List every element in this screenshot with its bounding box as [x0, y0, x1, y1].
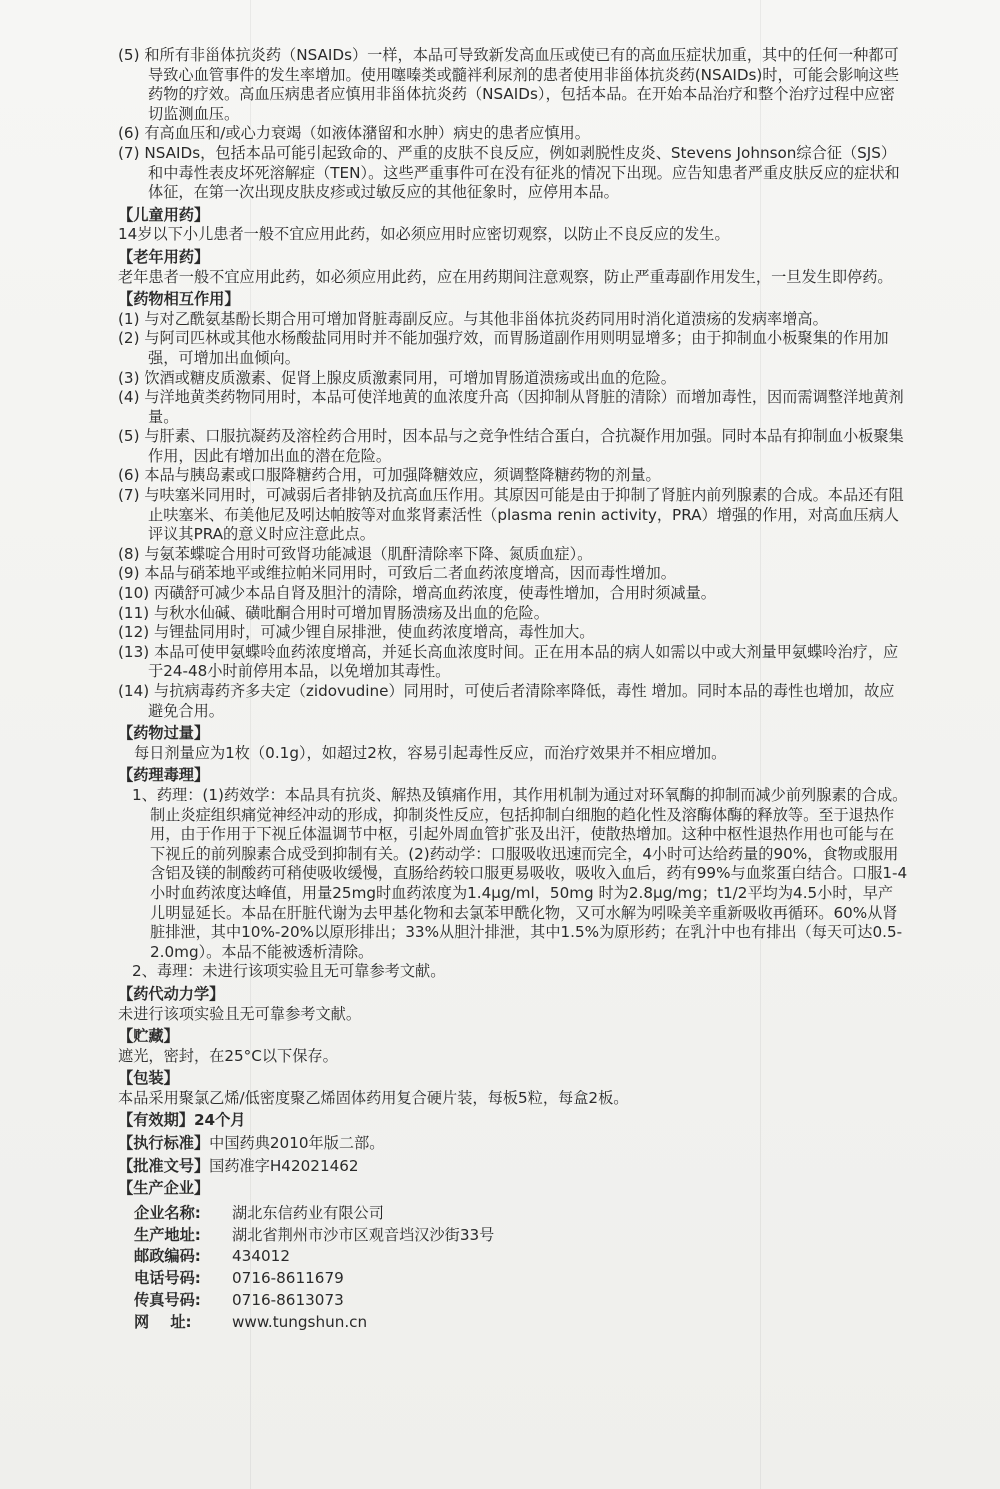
toxicology-text: 2、毒理：未进行该项实验且无可靠参考文献。: [132, 962, 446, 981]
interaction-item: (9) 本品与硝苯地平或维拉帕米同用时，可致后二者血药浓度增高，因而毒性增加。: [118, 564, 676, 583]
interaction-item: (8) 与氨苯蝶啶合用时可致肾功能减退（肌酐清除率下降、氮质血症）。: [118, 544, 593, 563]
interaction-item: (13) 本品可使甲氨蝶呤血药浓度增高，并延长高血浓度时间。正在用本品的病人如需以中或大剂量甲氨蝶呤治疗，应于24-48小时前停用本品，以免增加其毒性。: [118, 642, 899, 681]
storage-text: 遮光，密封，在25°C以下保存。: [118, 1046, 338, 1065]
storage-heading: 【贮藏】: [118, 1027, 179, 1046]
standard-line: [118, 1134, 908, 1154]
paper-fold-line: [250, 0, 251, 1489]
precaution-item: (7) NSAIDs，包括本品可能引起致命的、严重的皮肤不良反应，例如剥脱性皮炎、Stevens Johnson综合征（SJS）和中毒性表皮坏死溶解症（TEN）。这些严重事件可在没有征兆的情况下出现。应告知患者严重皮肤反应的症状和体征，在第一次出现皮肤皮疹或过敏反应的其他征象时，应停用本品。: [118, 143, 900, 202]
postcode-label: 邮政编码:: [134, 1247, 201, 1266]
elderly-heading: 【老年用药】: [118, 247, 210, 266]
overdose-text: 每日剂量应为1枚（0.1g），如超过2枚，容易引起毒性反应，而治疗效果并不相应增加。: [134, 743, 727, 762]
validity-value: 24个月: [193, 1111, 246, 1130]
children-text: 14岁以下小儿患者一般不宜应用此药，如必须应用时应密切观察，以防止不良反应的发生。: [118, 225, 730, 244]
paper-fold-line: [760, 0, 761, 1489]
interactions-list: [118, 310, 908, 721]
interaction-item: (6) 本品与胰岛素或口服降糖药合用，可加强降糖效应，须调整降糖药物的剂量。: [118, 466, 661, 485]
postcode-value: 434012: [232, 1247, 290, 1266]
interaction-item: (14) 与抗病毒药齐多夫定（zidovudine）同用时，可使后者清除率降低，毒性 增加。同时本品的毒性也增加，故应避免合用。: [118, 682, 895, 720]
validity-line: [118, 1111, 908, 1131]
packaging-text: 本品采用聚氯乙烯/低密度聚乙烯固体药用复合硬片装，每板5粒，每盒2板。: [118, 1088, 629, 1107]
address-value: 湖北省荆州市沙市区观音垱汉沙街33号: [232, 1225, 495, 1244]
elderly-text: 老年患者一般不宜应用此药，如必须应用此药，应在用药期间注意观察，防止严重毒副作用发生，一旦发生即停药。: [118, 267, 893, 286]
interaction-item: (4) 与洋地黄类药物同用时，本品可使洋地黄的血浓度升高（因抑制从肾脏的清除）而增加毒性，因而需调整洋地黄剂量。: [118, 388, 904, 426]
address-label: 生产地址:: [134, 1225, 201, 1244]
manufacturer-heading: 【生产企业】: [118, 1179, 210, 1198]
children-heading: 【儿童用药】: [118, 205, 210, 224]
precaution-item: (6) 有高血压和/或心力衰竭（如液体潴留和水肿）病史的患者应慎用。: [118, 124, 590, 143]
company-name-value: 湖北东信药业有限公司: [232, 1203, 384, 1222]
interaction-item: (11) 与秋水仙碱、磺吡酮合用时可增加胃肠溃疡及出血的危险。: [118, 603, 549, 622]
approval-value: 国药准字H42021462: [209, 1156, 359, 1175]
interaction-item: (10) 丙磺舒可减少本品自肾及胆汁的清除，增高血药浓度，使毒性增加，合用时须减量。: [118, 584, 716, 603]
website-value: www.tungshun.cn: [232, 1312, 368, 1331]
precautions-continuation: [118, 46, 908, 203]
pharmacokinetics-heading: 【药代动力学】: [118, 984, 225, 1003]
phone-value: 0716-8611679: [232, 1269, 344, 1288]
pharmacology-text: 1、药理：(1)药效学：本品具有抗炎、解热及镇痛作用，其作用机制为通过对环氧酶的抑制而减少前列腺素的合成。制止炎症组织痛觉神经冲动的形成，抑制炎性反应，包括抑制白细胞的趋化性及溶酶体酶的释放等。至于退热作用，由于作用于下视丘体温调节中枢，引起外周血管扩张及出汗，使散热增加。这种中枢性退热作用也可能与在下视丘的前列腺素合成受到抑制有关。(2)药动学：口服吸收迅速而完全，4小时可达给药量的90%，食物或服用含铝及镁的制酸药可稍使吸收缓慢，直肠给药较口服更易吸收，吸收入血后，药有99%与血浆蛋白结合。口服1-4小时血药浓度达峰值，用量25mg时血药浓度为1.4μg/ml，50mg 时为2.8μg/mg；t1/2平均为4.5小时，早产儿明显延长。本品在肝脏代谢为去甲基化物和去氯苯甲酰化物，又可水解为吲哚美辛重新吸收再循环。60%从肾脏排泄，其中10%-20%以原形排出；33%从胆汁排泄，其中1.5%为原形药；在乳汁中也有排出（每天可达0.5-2.0mg）。本品不能被透析清除。: [132, 785, 908, 961]
precaution-item: (5) 和所有非甾体抗炎药（NSAIDs）一样，本品可导致新发高血压或使已有的高血压症状加重，其中的任何一种都可导致心血管事件的发生率增加。使用噻嗪类或髓袢利尿剂的患者使用非甾体抗炎药(NSAIDs)时，可能会影响这些药物的疗效。高血压病患者应慎用非甾体抗炎药（NSAIDs），包括本品。在开始本品治疗和整个治疗过程中应密切监测血压。: [118, 46, 900, 123]
interaction-item: (7) 与呋塞米同用时，可减弱后者排钠及抗高血压作用。其原因可能是由于抑制了肾脏内前列腺素的合成。本品还有阻止呋塞米、布美他尼及吲达帕胺等对血浆肾素活性（plasma renin activity，PRA）增强的作用，对高血压病人评议其PRA的意义时应注意此点。: [118, 486, 904, 544]
interaction-item: (1) 与对乙酰氨基酚长期合用可增加肾脏毒副反应。与其他非甾体抗炎药同用时消化道溃疡的发病率增高。: [118, 309, 828, 328]
fax-value: 0716-8613073: [232, 1291, 344, 1310]
interactions-heading: 【药物相互作用】: [118, 290, 240, 309]
standard-value: 中国药典2010年版二部。: [209, 1134, 385, 1153]
pharmacology-heading: 【药理毒理】: [118, 766, 210, 785]
website-label: 网 址:: [134, 1312, 192, 1331]
standard-heading: 【执行标准】: [118, 1134, 210, 1153]
validity-heading: 【有效期】: [118, 1111, 194, 1130]
overdose-heading: 【药物过量】: [118, 724, 210, 743]
fax-label: 传真号码:: [134, 1291, 201, 1310]
approval-heading: 【批准文号】: [118, 1156, 210, 1175]
interaction-item: (2) 与阿司匹林或其他水杨酸盐同用时并不能加强疗效，而胃肠道副作用则明显增多；由于抑制血小板聚集的作用加强，可增加出血倾向。: [118, 329, 889, 367]
interaction-item: (12) 与锂盐同用时，可减少锂自尿排泄，使血药浓度增高，毒性加大。: [118, 623, 595, 642]
interaction-item: (3) 饮酒或糖皮质激素、促肾上腺皮质激素同用，可增加胃肠道溃疡或出血的危险。: [118, 368, 676, 387]
company-name-label: 企业名称:: [134, 1203, 201, 1222]
pharmacokinetics-text: 未进行该项实验且无可靠参考文献。: [118, 1004, 361, 1023]
interaction-item: (5) 与肝素、口服抗凝药及溶栓药合用时，因本品与之竞争性结合蛋白，合抗凝作用加强。同时本品有抑制血小板聚集作用，因此有增加出血的潜在危险。: [118, 427, 904, 465]
manufacturer-info: [118, 1203, 908, 1334]
packaging-heading: 【包装】: [118, 1069, 179, 1088]
phone-label: 电话号码:: [134, 1269, 201, 1288]
approval-line: [118, 1157, 908, 1177]
